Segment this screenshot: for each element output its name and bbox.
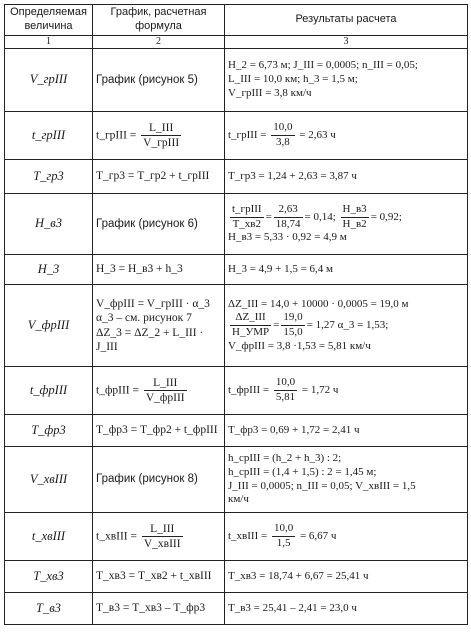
quantity-cell: T_в3 <box>5 593 93 625</box>
result-rhs: = 1,72 ч <box>301 384 339 397</box>
quantity-cell: V_хвIII <box>5 447 93 513</box>
result-lhs: t_фрIII = <box>228 384 270 397</box>
column-number: 3 <box>225 35 468 49</box>
table-row <box>5 415 468 447</box>
result-line: H_3 = 4,9 + 1,5 = 6,4 м <box>228 262 334 275</box>
result-rhs: = 2,63 ч <box>299 129 336 142</box>
denominator: 18,74 <box>275 217 301 230</box>
result-cell <box>225 415 468 447</box>
numerator: L_III <box>141 121 181 136</box>
numerator: t_грIII <box>230 203 264 218</box>
formula-text: T_в3 = T_хв3 – T_фр3 <box>96 602 206 615</box>
result-line: T_фр3 = 0,69 + 1,72 = 2,41 ч <box>228 423 360 436</box>
column-number: 1 <box>5 35 93 49</box>
calculation-table <box>4 4 468 625</box>
formula-cell <box>93 49 225 112</box>
quantity-cell: t_фрIII <box>5 367 93 415</box>
result-fraction <box>230 203 264 232</box>
result-cell <box>225 285 468 367</box>
table-row <box>5 160 468 194</box>
result-line: H_2 = 6,73 м; J_III = 0,0005; n_III = 0,05; <box>228 59 418 72</box>
quantity-cell: T_фр3 <box>5 415 93 447</box>
formula-fraction <box>144 376 187 406</box>
numerator: 19,0 <box>281 311 304 326</box>
denominator: T_хв2 <box>232 217 261 230</box>
result-fraction <box>230 311 271 340</box>
result-line: h_срIII = (1,4 + 1,5) : 2 = 1,45 м; <box>228 465 377 478</box>
result-text: = 0,92; <box>370 210 402 223</box>
header-results: Результаты расчета <box>225 5 468 36</box>
formula-cell <box>93 447 225 513</box>
quantity-cell: t_грIII <box>5 112 93 160</box>
numerator: 2,63 <box>274 203 303 218</box>
formula-lhs: t_хвIII = <box>96 530 137 543</box>
table-row <box>5 513 468 561</box>
result-fraction <box>341 203 369 232</box>
quantity-cell: V_фрIII <box>5 285 93 367</box>
result-cell <box>225 513 468 561</box>
formula-cell <box>93 593 225 625</box>
formula-lhs: t_фрIII = <box>96 384 139 397</box>
result-fraction <box>274 376 297 405</box>
result-line: $\frac{\text{t\_грIII}}{T\_хв2}$ = $\frac{2,63}{18,74}$ = 0,14; $\frac{H\_в3}{H\_в2}$ = 0,92; <box>232 202 402 230</box>
numerator: H_в3 <box>341 203 369 218</box>
header-quantity: Определяемая величина <box>5 5 93 36</box>
formula-text: V_фрIII = V_грIII · α_3 <box>96 297 210 310</box>
calculation-table-page <box>4 4 467 640</box>
formula-text: График (рисунок 6) <box>96 217 198 230</box>
result-cell <box>225 255 468 285</box>
table-row <box>5 194 468 255</box>
denominator: V_фрIII <box>145 392 185 404</box>
table-row <box>5 285 468 367</box>
numerator: 10,0 <box>272 522 295 537</box>
result-fraction <box>272 522 295 551</box>
table-row <box>5 255 468 285</box>
quantity-cell: V_грIII <box>5 49 93 112</box>
formula-text: График (рисунок 5) <box>96 73 198 86</box>
formula-cell <box>93 285 225 367</box>
table-row <box>5 561 468 593</box>
quantity-cell: T_гр3 <box>5 160 93 194</box>
denominator: 5,81 <box>275 391 296 403</box>
result-line: L_III = 10,0 км; h_3 = 1,5 м; <box>228 73 358 86</box>
formula-text: α_3 – см. рисунок 7 <box>96 312 192 325</box>
formula-cell <box>93 367 225 415</box>
result-line: T_в3 = 25,41 – 2,41 = 23,0 ч <box>228 601 357 614</box>
quantity-cell: t_хвIII <box>5 513 93 561</box>
header-row <box>5 5 468 36</box>
result-line: T_гр3 = 1,24 + 2,63 = 3,87 ч <box>228 169 357 182</box>
formula-cell <box>93 194 225 255</box>
result-line: h_срIII = (h_2 + h_3) : 2; <box>228 452 342 464</box>
formula-fraction <box>142 522 183 552</box>
formula-lhs: t_грIII = <box>96 129 137 142</box>
table-row <box>5 447 468 513</box>
quantity-cell: H_3 <box>5 255 93 285</box>
denominator: H_УМР <box>232 326 270 338</box>
column-number-row <box>5 35 468 49</box>
denominator: V_грIII <box>143 137 180 149</box>
result-fraction <box>274 203 303 232</box>
result-lhs: t_грIII = <box>228 129 267 142</box>
result-cell <box>225 49 468 112</box>
result-cell <box>225 593 468 625</box>
table-row <box>5 49 468 112</box>
denominator: 15,0 <box>283 326 303 338</box>
result-fraction <box>281 311 304 340</box>
numerator: L_III <box>144 376 187 391</box>
result-line: H_в3 = 5,33 · 0,92 = 4,9 м <box>228 231 347 244</box>
result-text: = 1,27 α_3 = 1,53; <box>306 319 389 332</box>
header-formula: График, расчетная формула <box>93 5 225 36</box>
result-lhs: t_хвIII = <box>228 530 268 543</box>
result-line: V_фрIII = 3,8 ·1,53 = 5,81 км/ч <box>228 339 371 352</box>
numerator: L_III <box>142 522 183 537</box>
numerator: 10,0 <box>271 121 294 136</box>
column-number: 2 <box>93 35 225 49</box>
formula-text: ΔZ_3 = ΔZ_2 + L_III · <box>96 326 204 339</box>
formula-text: График (рисунок 8) <box>96 473 198 486</box>
result-line: $\frac{\text{ΔZ\_III}}{\text{H\_УМР}}$ = $\frac{19,0}{15,0}$ = 1,27 α_3 = 1,53; <box>232 311 389 338</box>
denominator: H_в2 <box>342 217 367 230</box>
denominator: V_хвIII <box>143 538 181 550</box>
formula-cell <box>93 255 225 285</box>
formula-text: T_хв3 = T_хв2 + t_хвIII <box>96 570 212 583</box>
result-line: J_III = 0,0005; n_III = 0,05; V_хвIII = 1,5 <box>228 479 416 492</box>
table-row <box>5 112 468 160</box>
result-line: V_грIII = 3,8 км/ч <box>228 86 312 99</box>
result-cell <box>225 561 468 593</box>
formula-text: H_3 = H_в3 + h_3 <box>96 263 183 276</box>
denominator: 1,5 <box>276 537 291 549</box>
result-rhs: = 6,67 ч <box>299 530 337 543</box>
result-cell <box>225 367 468 415</box>
result-line: T_хв3 = 18,74 + 6,67 = 25,41 ч <box>228 569 369 582</box>
formula-text: T_гр3 = T_гр2 + t_грIII <box>96 170 210 183</box>
result-line: ΔZ_III = 14,0 + 10000 · 0,0005 = 19,0 м <box>228 297 409 310</box>
table-row <box>5 367 468 415</box>
formula-cell <box>93 160 225 194</box>
numerator: ΔZ_III <box>230 311 271 326</box>
numerator: 10,0 <box>274 376 297 391</box>
quantity-cell: H_в3 <box>5 194 93 255</box>
formula-cell <box>93 112 225 160</box>
denominator: 3,8 <box>276 136 290 148</box>
result-line: км/ч <box>228 493 249 506</box>
formula-cell <box>93 415 225 447</box>
result-fraction <box>271 121 294 150</box>
formula-text: T_фр3 = T_фр2 + t_фрIII <box>96 424 218 437</box>
result-cell <box>225 160 468 194</box>
result-cell <box>225 194 468 255</box>
table-row <box>5 593 468 625</box>
formula-fraction <box>141 121 181 151</box>
result-cell <box>225 447 468 513</box>
formula-cell <box>93 513 225 561</box>
formula-text: J_III <box>96 340 118 353</box>
result-text: = 0,14; <box>304 210 336 223</box>
result-cell <box>225 112 468 160</box>
quantity-cell: T_хв3 <box>5 561 93 593</box>
formula-cell <box>93 561 225 593</box>
